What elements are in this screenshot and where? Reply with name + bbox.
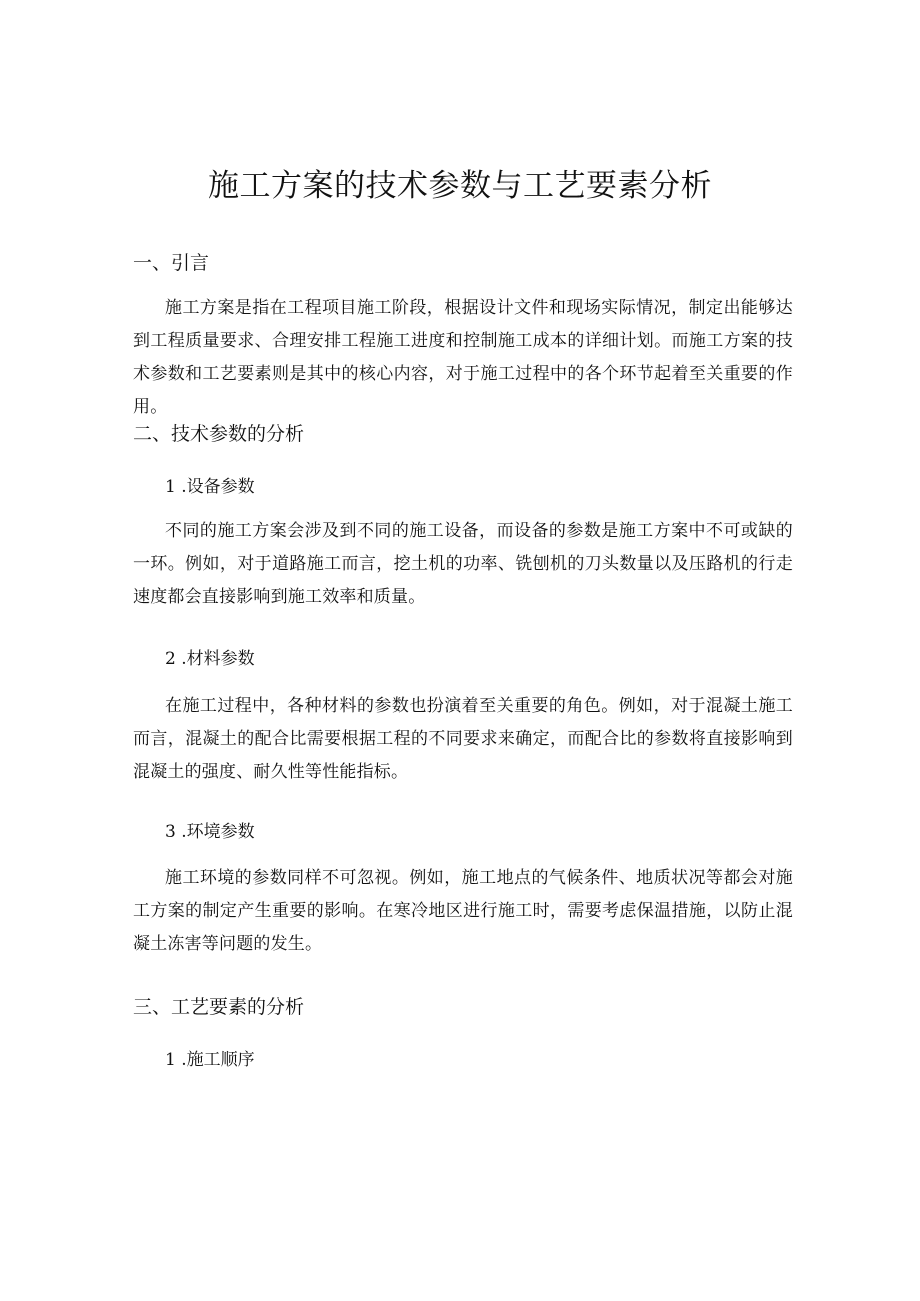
paragraph-environment-parameters: 施工环境的参数同样不可忽视。例如，施工地点的气候条件、地质状况等都会对施工方案的制定产生重要的影响。在寒冷地区进行施工时，需要考虑保温措施，以防止混凝土冻害等问题的发生。	[133, 868, 793, 954]
subheading-equipment-parameters: 1 .设备参数	[165, 477, 255, 497]
subheading-environment-parameters: 3 .环境参数	[165, 822, 255, 842]
paragraph-equipment-parameters: 不同的施工方案会涉及到不同的施工设备，而设备的参数是施工方案中不可或缺的一环。例如，对于道路施工而言，挖土机的功率、铣刨机的刀头数量以及压路机的行走速度都会直接影响到施工效率和质量。	[133, 521, 793, 607]
section-heading-introduction: 一、引言	[133, 252, 210, 274]
subheading-construction-sequence: 1 .施工顺序	[165, 1050, 255, 1070]
section-heading-technical-parameters: 二、技术参数的分析	[133, 423, 305, 445]
paragraph-introduction: 施工方案是指在工程项目施工阶段，根据设计文件和现场实际情况，制定出能够达到工程质量要求、合理安排工程施工进度和控制施工成本的详细计划。而施工方案的技术参数和工艺要素则是其中的核心内容，对于施工过程中的各个环节起着至关重要的作用。	[133, 298, 793, 417]
subheading-material-parameters: 2 .材料参数	[165, 649, 255, 669]
document-title: 施工方案的技术参数与工艺要素分析	[208, 168, 712, 204]
section-heading-process-elements: 三、工艺要素的分析	[133, 996, 305, 1018]
paragraph-material-parameters: 在施工过程中，各种材料的参数也扮演着至关重要的角色。例如，对于混凝土施工而言，混凝土的配合比需要根据工程的不同要求来确定，而配合比的参数将直接影响到混凝土的强度、耐久性等性能指标。	[133, 696, 793, 782]
